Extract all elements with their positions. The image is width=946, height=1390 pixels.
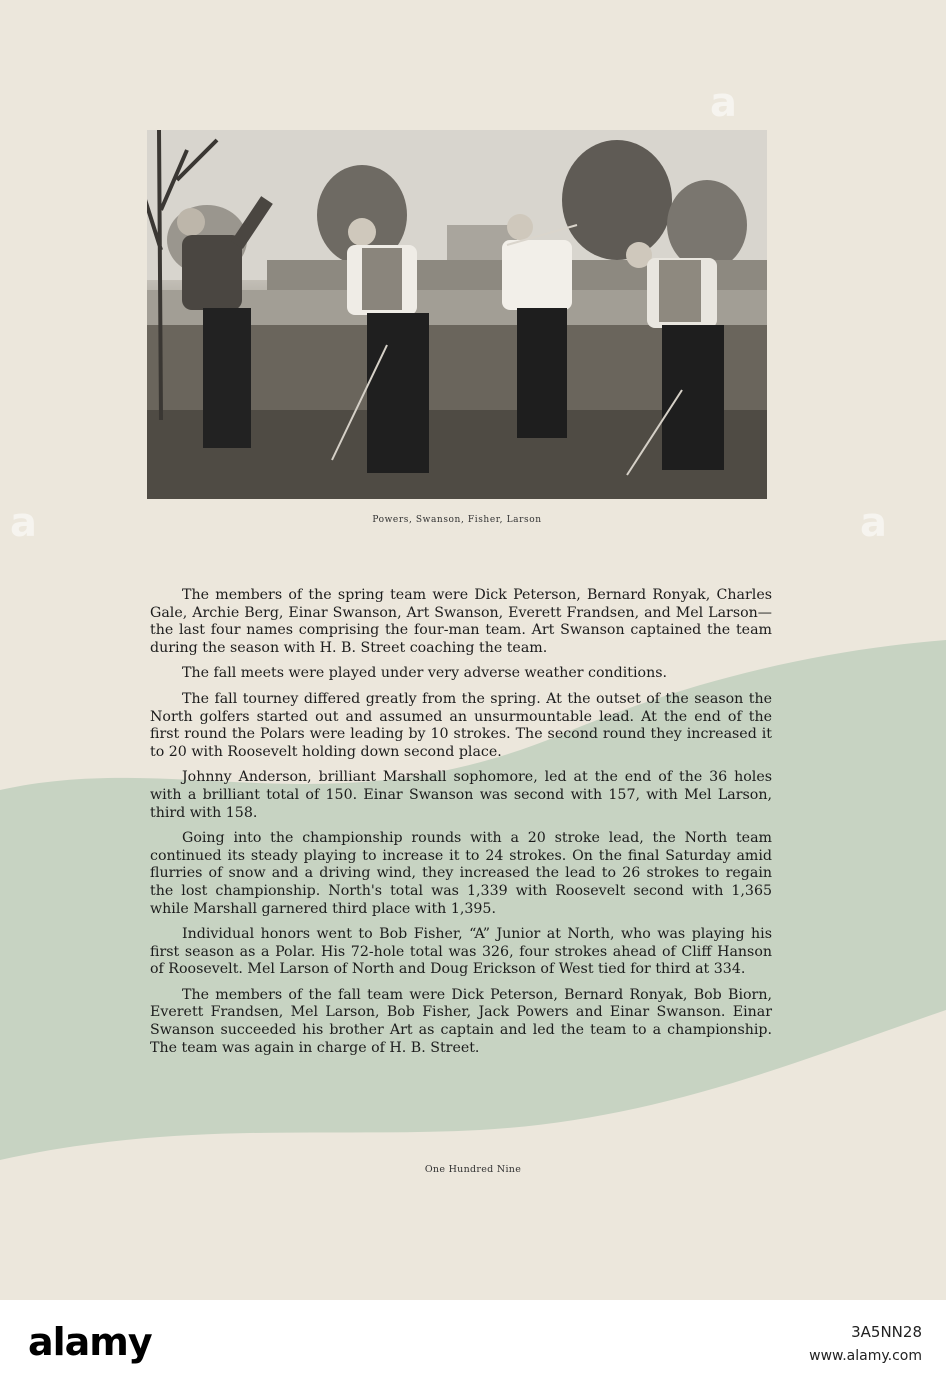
page-number: One Hundred Nine <box>424 1164 522 1175</box>
golf-team-photo <box>147 130 767 499</box>
watermark-ghost-icon: a <box>710 80 737 126</box>
paragraph: The fall meets were played under very adverse weather conditions. <box>182 665 668 682</box>
paragraph: The members of the spring team were Dick Peterson, Bernard Ronyak, Charles Gale, Archie Berg, Einar Swanson, Art Swanson, Everett Frandsen, and Mel Larson—the last four names comprising the four-man team. Art Swanson captained the team during the season with H. B. Street coaching the team. <box>150 587 772 656</box>
watermark-image-id: 3A5NN28 <box>851 1323 922 1341</box>
watermark-site: www.alamy.com <box>809 1348 922 1364</box>
watermark-ghost-icon: a <box>10 500 37 546</box>
paragraph: The members of the fall team were Dick Peterson, Bernard Ronyak, Bob Biorn, Everett Frandsen, Mel Larson, Bob Fisher, Jack Powers and Einar Swanson. Einar Swanson succeeded his brother Art as captain and led the team to a championship. The team was again in charge of H. B. Street. <box>150 986 772 1056</box>
photo-caption: Powers, Swanson, Fisher, Larson <box>372 515 542 525</box>
paragraph: Going into the championship rounds with a 20 stroke lead, the North team continued its steady playing to increase it to 24 strokes. On the final Saturday amid flurries of snow and a driving wind, they increased the lead to 26 strokes to regain the lost championship. North's total was 1,339 with Roosevelt second with 1,365 while Marshall garnered third place with 1,395. <box>150 830 772 917</box>
paragraph: Individual honors went to Bob Fisher, “A” Junior at North, who was playing his first season as a Polar. His 72-hole total was 326, four strokes ahead of Cliff Hanson of Roosevelt. Mel Larson of North and Doug Erickson of West tied for third at 334. <box>150 926 772 978</box>
watermark-ghost-icon: a <box>860 500 887 546</box>
paragraph: Johnny Anderson, brilliant Marshall sophomore, led at the end of the 36 holes with a brilliant total of 150. Einar Swanson was second with 157, with Mel Larson, third with 158. <box>150 769 772 821</box>
article-body <box>150 587 772 1065</box>
paragraph: The fall tourney differed greatly from the spring. At the outset of the season the North golfers started out and assumed an unsurmountable lead. At the end of the first round the Polars were leading by 10 strokes. The second round they increased it to 20 with Roosevelt holding down second place. <box>150 690 772 760</box>
watermark-logo: alamy <box>28 1320 152 1364</box>
